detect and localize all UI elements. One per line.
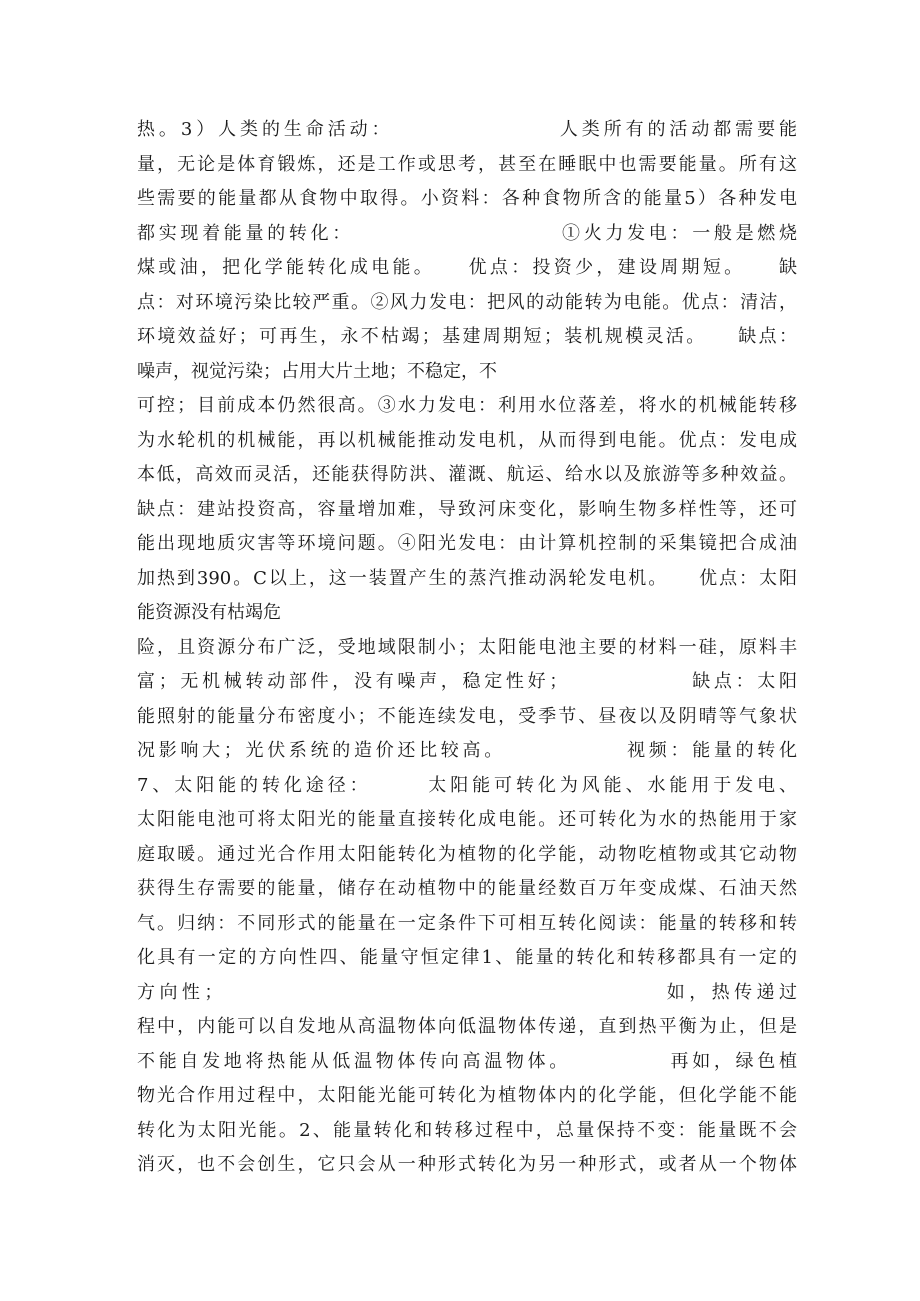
text-line: 消灭，也不会创生，它只会从一种形式转化为另一种形式，或者从一个物体 [137,1154,797,1175]
text-line: 化具有一定的方向性四、能量守恒定律1、能量的转化和转移都具有一定的 [137,947,797,968]
text-line: 噪声，视觉污染；占用大片土地；不稳定，不 [137,360,497,382]
text-line: 环境效益好；可再生，永不枯竭；基建周期短；装机规模灵活。 缺点： [137,326,797,347]
text-line: 获得生存需要的能量，储存在动植物中的能量经数百万年变成煤、石油天然 [137,878,797,899]
text-line: 量，无论是体育锻炼，还是工作或思考，甚至在睡眠中也需要能量。所有这 [137,153,797,175]
text-line: 庭取暖。通过光合作用太阳能转化为植物的化学能，动物吃植物或其它动物 [137,843,797,865]
text-line: 都实现着能量的转化： ①火力发电：一般是燃烧 [137,222,797,244]
body-text [137,113,797,1183]
text-line: 加热到390。C以上，这一装置产生的蒸汽推动涡轮发电机。 优点：太阳 [137,567,797,589]
text-line: 不能自发地将热能从低温物体传向高温物体。 再如，绿色植 [137,1050,797,1072]
text-line: 物光合作用过程中，太阳能光能可转化为植物体内的化学能，但化学能不能 [137,1085,797,1106]
text-line: 为水轮机的机械能，再以机械能推动发电机，从而得到电能。优点：发电成 [137,429,797,451]
text-line: 况影响大；光伏系统的造价还比较高。 视频：能量的转化 [137,740,797,761]
text-line: 方向性； 如，热传递过 [137,981,797,1003]
text-line: 能照射的能量分布密度小；不能连续发电，受季节、昼夜以及阴晴等气象状 [137,705,797,727]
text-line: 险，且资源分布广泛，受地域限制小；太阳能电池主要的材料一硅，原料丰 [137,636,797,658]
text-line: 太阳能电池可将太阳光的能量直接转化成电能。还可转化为水的热能用于家 [137,809,797,830]
text-line: 本低，高效而灵活，还能获得防洪、灌溉、航运、给水以及旅游等多种效益。 [137,464,797,485]
text-line: 点：对环境污染比较严重。②风力发电：把风的动能转为电能。优点：清洁， [137,291,797,313]
text-line: 气。归纳：不同形式的能量在一定条件下可相互转化阅读：能量的转移和转 [137,912,797,934]
text-line: 富；无机械转动部件，没有噪声，稳定性好； 缺点：太阳 [137,671,797,692]
text-line: 些需要的能量都从食物中取得。小资料：各种食物所含的能量5）各种发电 [137,188,797,209]
text-line: 煤或油，把化学能转化成电能。 优点：投资少，建设周期短。 缺 [137,257,797,278]
text-line: 转化为太阳光能。2、能量转化和转移过程中，总量保持不变：能量既不会 [137,1119,797,1141]
text-line: 程中，内能可以自发地从高温物体向低温物体传递，直到热平衡为止，但是 [137,1016,797,1037]
text-line: 能出现地质灾害等环境问题。④阳光发电：由计算机控制的采集镜把合成油 [137,533,797,554]
text-line: 7、太阳能的转化途径： 太阳能可转化为风能、水能用于发电、 [137,774,797,796]
text-line: 可控；目前成本仍然很高。③水力发电：利用水位落差，将水的机械能转移 [137,395,797,416]
text-line: 能资源没有枯竭危 [137,602,281,623]
text-line: 缺点：建站投资高，容量增加难，导致河床变化，影响生物多样性等，还可 [137,498,797,520]
text-line: 热。3）人类的生命活动： 人类所有的活动都需要能 [137,119,797,140]
